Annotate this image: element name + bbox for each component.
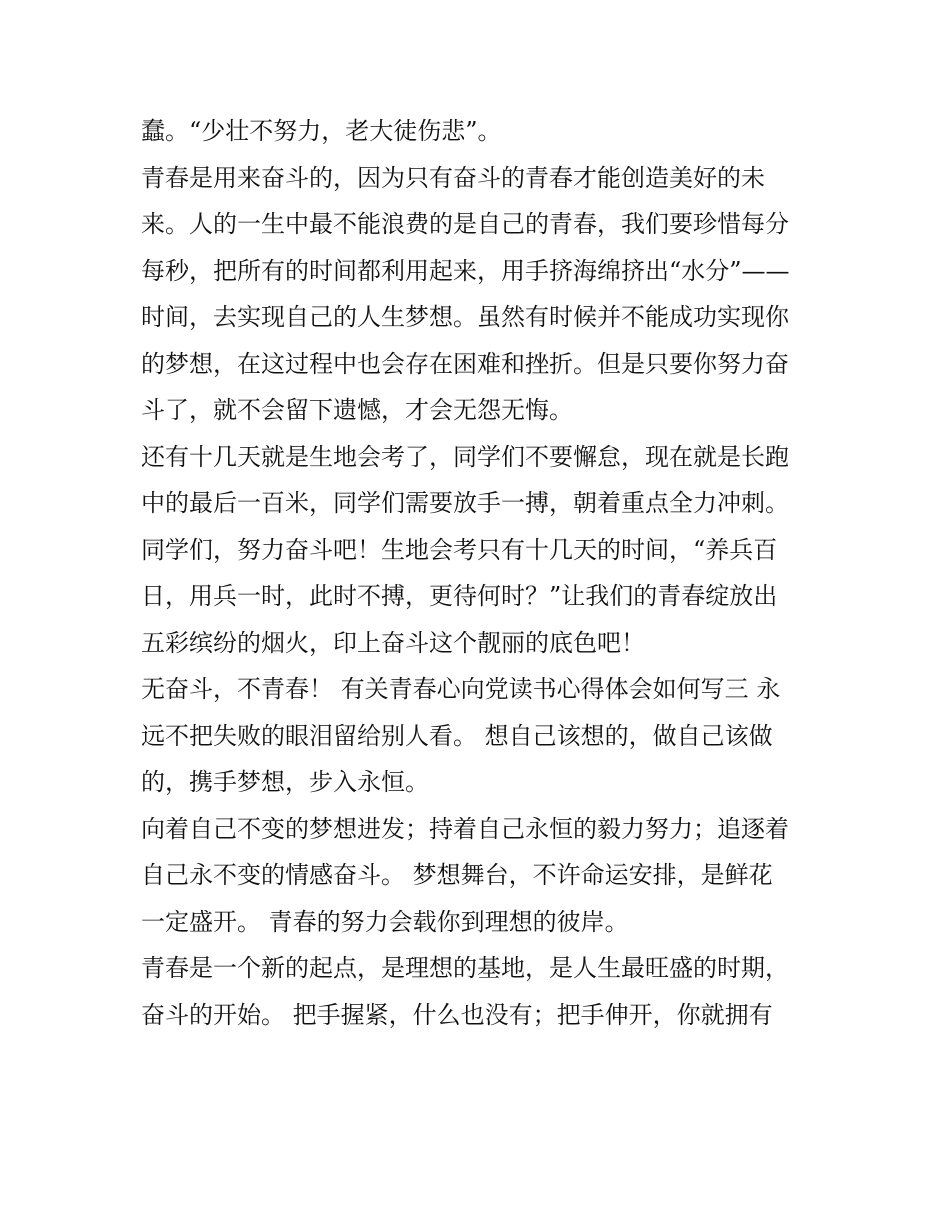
text-line: 还有十几天就是生地会考了，同学们不要懈怠，现在就是长跑 [141,442,789,471]
paragraph [141,155,813,434]
text-line: 青春是一个新的起点，是理想的基地，是人生最旺盛的时期， [141,954,789,982]
text-line: 斗了，就不会留下遗憾，才会无怨无悔。 [141,396,573,424]
paragraph [141,108,813,155]
text-line: 向着自己不变的梦想进发；持着自己永恒的毅力努力；追逐着 [141,814,789,843]
paragraph [141,806,813,946]
text-line: 中的最后一百米，同学们需要放手一搏，朝着重点全力冲刺。 [141,489,789,517]
text-line: 每秒，把所有的时间都利用起来，用手挤海绵挤出“水分”—— [141,256,790,285]
text-line: 的梦想，在这过程中也会存在困难和挫折。但是只要你努力奋 [141,349,789,378]
text-line: 同学们，努力奋斗吧！生地会考只有十几天的时间，“养兵百 [141,535,778,564]
paragraph [141,666,813,806]
paragraph [141,434,813,667]
document-body [141,108,813,1038]
text-line: 蠢。“少壮不努力，老大徒伤悲”。 [141,117,502,145]
text-line: 时间，去实现自己的人生梦想。虽然有时候并不能成功实现你 [141,303,789,331]
text-line: 远不把失败的眼泪留给别人看。 想自己该想的，做自己该做 [141,721,773,750]
text-line: 五彩缤纷的烟火，印上奋斗这个靓丽的底色吧！ [141,628,645,657]
paragraph [141,945,813,1038]
text-line: 一定盛开。 青春的努力会载你到理想的彼岸。 [141,907,629,936]
text-line: 无奋斗，不青春！ 有关青春心向党读书心得体会如何写三 永 [141,675,781,703]
text-line: 的，携手梦想，步入永恒。 [141,768,429,796]
text-line: 自己永不变的情感奋斗。 梦想舞台，不许命运安排，是鲜花 [141,861,773,889]
text-line: 来。人的一生中最不能浪费的是自己的青春，我们要珍惜每分 [141,210,789,238]
text-line: 日，用兵一时，此时不搏，更待何时？”让我们的青春绽放出 [141,582,778,610]
text-line: 奋斗的开始。 把手握紧，什么也没有；把手伸开，你就拥有 [141,1000,773,1029]
text-line: 青春是用来奋斗的，因为只有奋斗的青春才能创造美好的未 [141,163,765,192]
